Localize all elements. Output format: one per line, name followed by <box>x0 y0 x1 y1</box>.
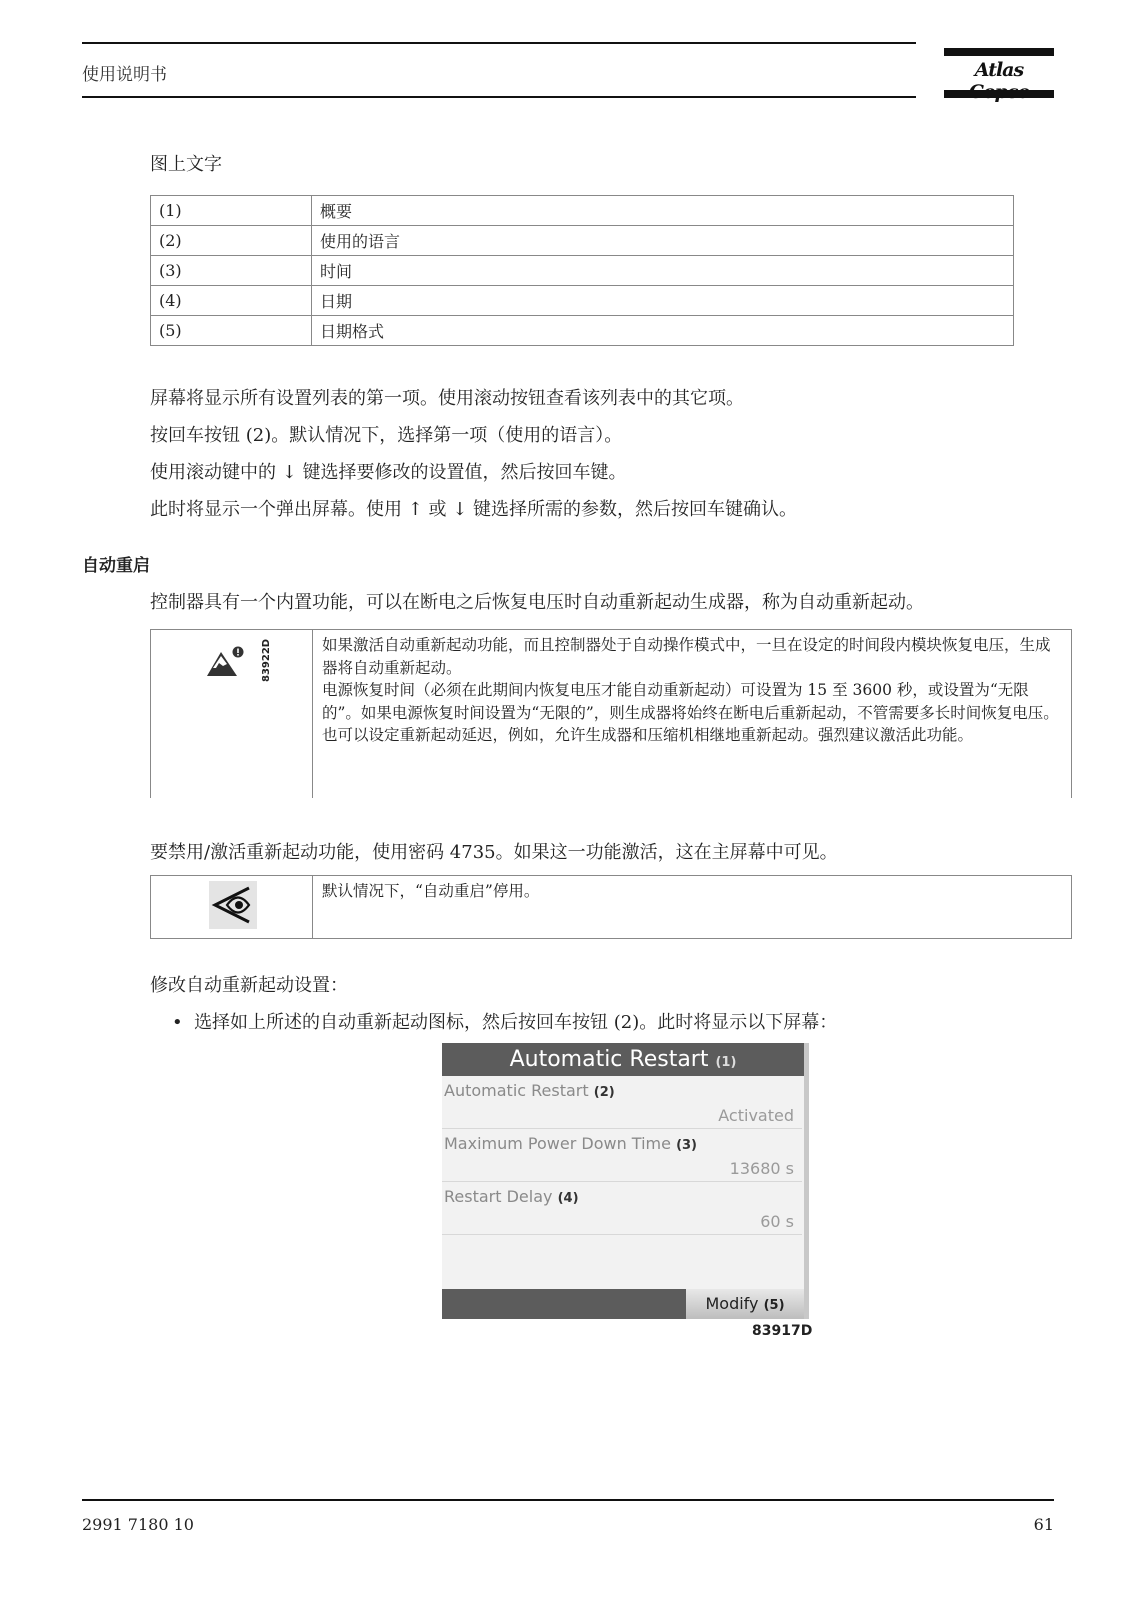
table-row <box>151 226 1014 256</box>
table-row <box>151 256 1014 286</box>
figure-code: 83917D <box>752 1323 813 1339</box>
screen-title: Automatic Restart <box>509 1047 709 1072</box>
table-row <box>151 286 1014 316</box>
setting-num: (4) <box>557 1191 579 1206</box>
password-text: 要禁用/激活重新起动功能，使用密码 4735。如果这一功能激活，这在主屏幕中可见。 <box>150 842 838 863</box>
warning-note <box>150 629 1072 798</box>
header-bottom-rule <box>82 96 916 98</box>
doc-number: 2991 7180 10 <box>82 1515 194 1534</box>
footer-rule <box>82 1499 1054 1501</box>
header-title: 使用说明书 <box>82 65 167 85</box>
table-row <box>151 196 1014 226</box>
modify-softkey[interactable] <box>686 1289 804 1319</box>
bullet-item <box>172 1008 837 1034</box>
screen-title-num: (1) <box>715 1055 737 1070</box>
setting-row-max-power-down-time[interactable] <box>442 1129 802 1182</box>
setting-num: (2) <box>593 1085 615 1100</box>
paragraph: 按回车按钮 (2)。默认情况下，选择第一项（使用的语言）。 <box>150 425 623 446</box>
softkey-label: Modify <box>705 1294 759 1313</box>
setting-row-restart-delay[interactable] <box>442 1182 802 1235</box>
paragraph: 屏幕将显示所有设置列表的第一项。使用滚动按钮查看该列表中的其它项。 <box>150 388 744 409</box>
legend-text: 使用的语言 <box>312 226 1014 256</box>
logo-top-bar <box>944 48 1054 56</box>
setting-row-automatic-restart[interactable] <box>442 1076 802 1129</box>
warning-icon-cell <box>151 630 313 798</box>
warning-line: 电源恢复时间（必须在此期间内恢复电压才能自动重新起动）可设置为 15 至 3600 秒，或设置为“无限的”。如果电源恢复时间设置为“无限的”，则生成器将始终在断电后重新起动，不管需要多长时间恢复电压。 <box>322 681 1059 722</box>
modify-heading: 修改自动重新起动设置： <box>150 975 348 996</box>
controller-screen <box>442 1043 809 1319</box>
legend-text: 时间 <box>312 256 1014 286</box>
section-title: 自动重启 <box>82 556 150 576</box>
table-row <box>151 316 1014 346</box>
page-number: 61 <box>1033 1515 1054 1534</box>
setting-value: 13680 s <box>729 1159 794 1178</box>
screen-bottom-bar <box>442 1289 804 1319</box>
setting-label: Automatic Restart <box>444 1081 589 1100</box>
eye-icon <box>151 876 312 938</box>
info-icon-cell <box>151 876 313 938</box>
paragraph: 此时将显示一个弹出屏幕。使用 ↑ 或 ↓ 键选择所需的参数，然后按回车键确认。 <box>150 499 798 520</box>
screen-title-bar <box>442 1043 804 1076</box>
logo-text: Atlas <box>974 59 1024 81</box>
setting-value: Activated <box>718 1106 794 1125</box>
warning-line: 如果激活自动重新起动功能，而且控制器处于自动操作模式中，一旦在设定的时间段内模块恢复电压，生成器将自动重新起动。 <box>322 636 1051 677</box>
setting-value: 60 s <box>760 1212 794 1231</box>
warning-line: 也可以设定重新起动延迟，例如，允许生成器和压缩机相继地重新起动。强烈建议激活此功能。 <box>322 726 974 744</box>
legend-num: (1) <box>151 196 312 226</box>
info-note <box>150 875 1072 939</box>
logo-bottom-bar <box>944 90 1054 98</box>
legend-text: 日期格式 <box>312 316 1014 346</box>
legend-num: (5) <box>151 316 312 346</box>
warning-icon-code: 83922D <box>261 638 272 682</box>
legend-num: (4) <box>151 286 312 316</box>
brand-logo <box>944 48 1054 100</box>
info-note-text: 默认情况下，“自动重启”停用。 <box>322 882 540 900</box>
setting-label: Maximum Power Down Time <box>444 1134 671 1153</box>
softkey-num: (5) <box>763 1298 785 1313</box>
legend-num: (3) <box>151 256 312 286</box>
legend-num: (2) <box>151 226 312 256</box>
legend-text: 概要 <box>312 196 1014 226</box>
bullet-text: 选择如上所述的自动重新起动图标，然后按回车按钮 (2)。此时将显示以下屏幕： <box>194 1012 838 1033</box>
bullet-dot: • <box>172 1012 195 1033</box>
legend-table <box>150 195 1014 346</box>
section-intro: 控制器具有一个内置功能，可以在断电之后恢复电压时自动重新起动生成器，称为自动重新起动。 <box>150 592 924 613</box>
warning-mountain-icon <box>151 630 312 798</box>
setting-num: (3) <box>676 1138 697 1153</box>
setting-label: Restart Delay <box>444 1187 553 1206</box>
paragraph: 使用滚动键中的 ↓ 键选择要修改的设置值，然后按回车键。 <box>150 462 627 483</box>
header-top-rule <box>82 42 916 44</box>
legend-title: 图上文字 <box>150 154 222 175</box>
legend-text: 日期 <box>312 286 1014 316</box>
warning-note-text <box>322 634 1065 747</box>
